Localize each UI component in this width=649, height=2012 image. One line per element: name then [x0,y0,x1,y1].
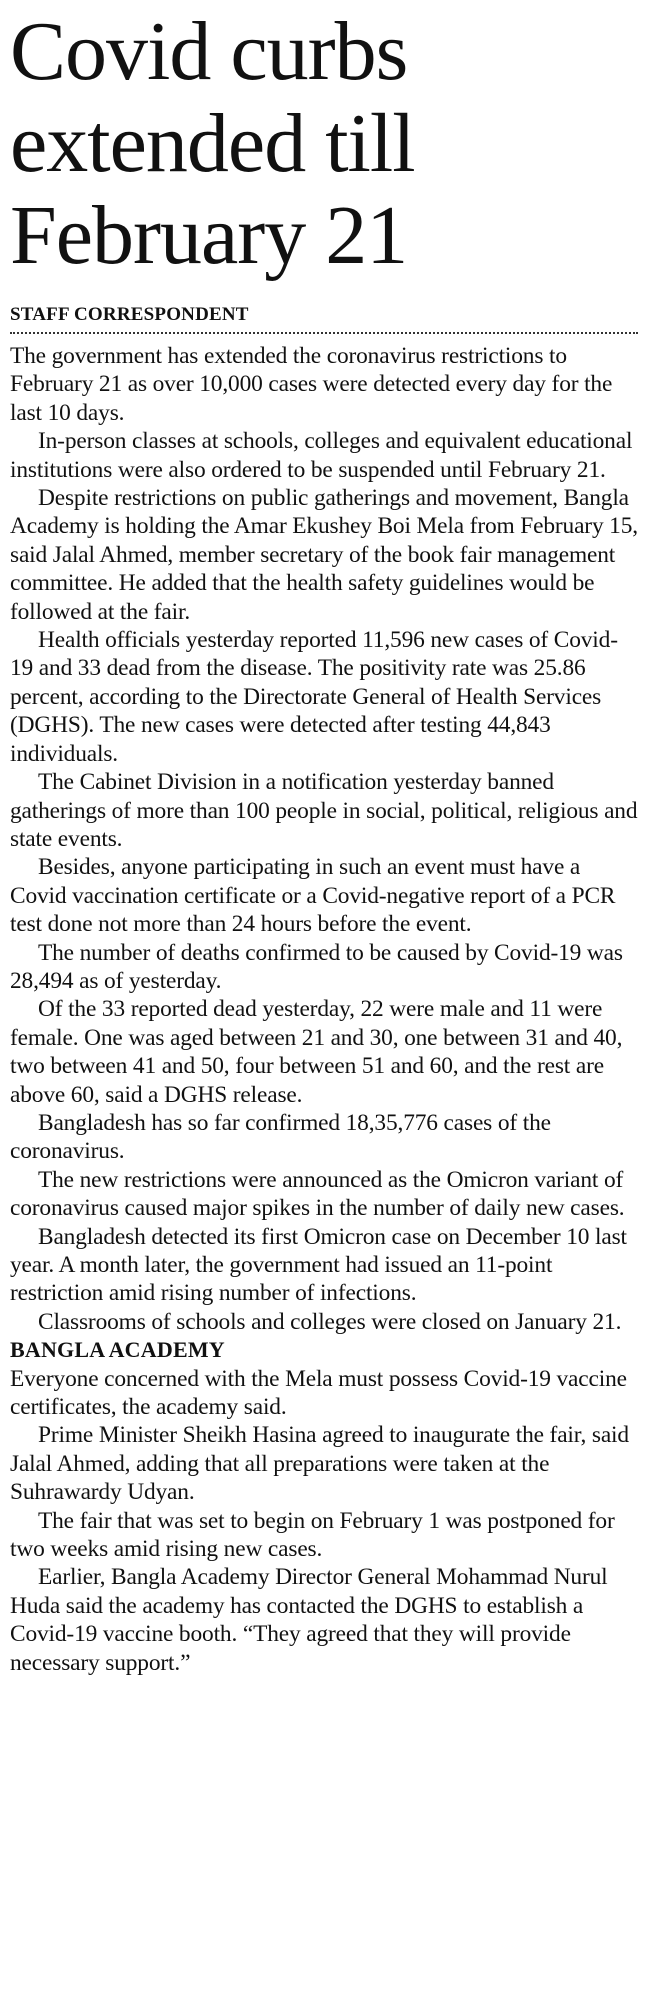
paragraph: The government has extended the coronavirus restrictions to February 21 as over 10,000 cases were detected every day for the last 10 days. [10,343,613,426]
paragraph: The new restrictions were announced as the Omicron variant of coronavirus caused major spikes in the number of daily new cases. [10,1166,625,1222]
paragraph: Earlier, Bangla Academy Director General Mohammad Nurul Huda said the academy has contacted the DGHS to establish a Covid-19 vaccine booth. “They agreed that they will provide necessary support.” [10,1564,608,1676]
subhead: BANGLA ACADEMY [10,1337,225,1363]
article-body [10,342,638,1677]
paragraph: Of the 33 reported dead yesterday, 22 were male and 11 were female. One was aged between 21 and 30, one between 31 and 40, two between 41 and 50, four between 51 and 60, and the rest are above 60, said a DGHS release. [10,996,623,1108]
byline: STAFF CORRESPONDENT [10,304,638,334]
paragraph: The Cabinet Division in a notification yesterday banned gatherings of more than 100 people in social, political, religious and state events. [10,769,638,852]
paragraph: Despite restrictions on public gatherings and movement, Bangla Academy is holding the Amar Ekushey Boi Mela from February 15, said Jalal Ahmed, member secretary of the book fair management committee. He added that the health safety guidelines would be followed at the fair. [10,485,638,625]
paragraph: Everyone concerned with the Mela must possess Covid-19 vaccine certificates, the academy said. [10,1365,627,1421]
paragraph: In-person classes at schools, colleges and equivalent educational institutions were also ordered to be suspended until February 21. [10,428,633,483]
paragraph: The fair that was set to begin on February 1 was postponed for two weeks amid rising new cases. [10,1507,615,1563]
paragraph: Prime Minister Sheikh Hasina agreed to inaugurate the fair, said Jalal Ahmed, adding that all preparations were taken at the Suhrawardy Udyan. [10,1422,629,1506]
article [10,0,638,1677]
headline: Covid curbs extended till February 21 [10,5,415,282]
paragraph: Besides, anyone participating in such an event must have a Covid vaccination certificate or a Covid-negative report of a PCR test done not more than 24 hours before the event. [10,854,616,938]
paragraph: Classrooms of schools and colleges were closed on January 21. [38,1308,622,1335]
paragraph: Bangladesh detected its first Omicron case on December 10 last year. A month later, the government had issued an 11-point restriction amid rising number of infections. [10,1223,627,1307]
paragraph: The number of deaths confirmed to be caused by Covid-19 was 28,494 as of yesterday. [10,939,623,994]
paragraph: Bangladesh has so far confirmed 18,35,776 cases of the coronavirus. [10,1109,551,1165]
paragraph: Health officials yesterday reported 11,596 new cases of Covid-19 and 33 dead from the disease. The positivity rate was 25.86 percent, according to the Directorate General of Health Services (DGHS). The new cases were detected after testing 44,843 individuals. [10,627,618,767]
